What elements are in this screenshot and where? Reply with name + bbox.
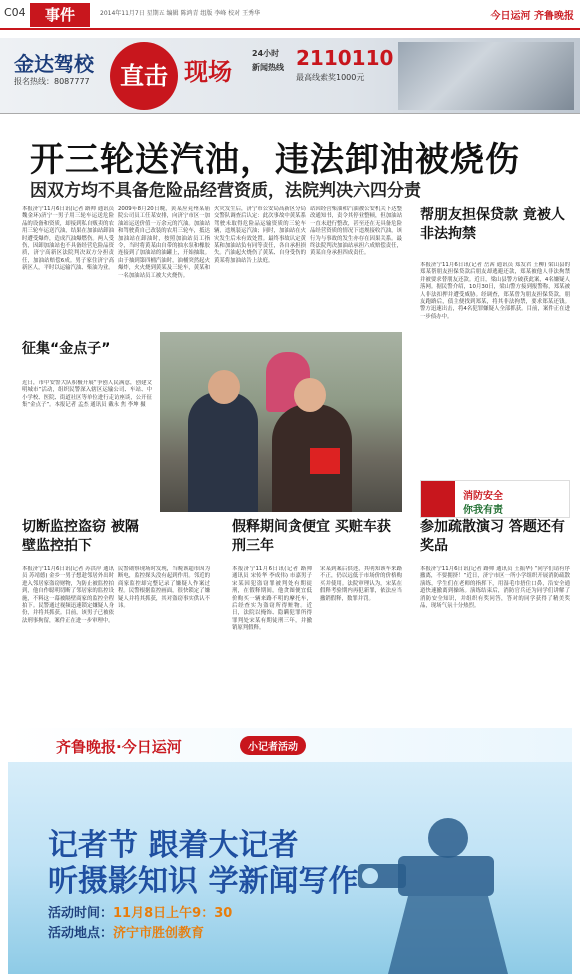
photographer-silhouette-icon — [338, 798, 538, 974]
story-monitor-title: 切断监控盗窃 被隔壁监控拍下 — [22, 519, 139, 554]
hotline-number: 2110110 — [296, 46, 394, 70]
ad-newspaper-logo: 齐鲁晚报·今日运河 — [56, 738, 182, 756]
xianchang-text: 现场 — [184, 58, 232, 86]
driving-school-phone: 报名热线：8087777 — [14, 77, 90, 86]
lead-column-1: 本报济宁11月6日讯(记者 路帅 通讯员 魏金环)济宁一男子用三轮车运送危险品的设备和资质，却接到私自贩卖的农用三轮车运送汽油，结果在加油站卸油时遭受爆炸，造成汽油爆燃伤。两人受伤，因卸加油站也不具备经营危险品资质，济宁高新区法院判决双方分担责任，加油站赔偿6成。男子家住济宁高新区人，平时以运输汽油、柴油为业。 — [22, 206, 114, 272]
story-monitor-body-2: 民警勘察现场时发现，当晚该超市因为断电，监控探头没有起到作用。邻近的商家监控却完整记录了嫌疑人作案过程。民警根据监控画面，很快锁定了嫌疑人并将其抓获，其对盗窃事实供认不讳。 — [118, 566, 210, 610]
fire-safety-line-1: 消防安全 — [463, 491, 503, 502]
story-monitor-body: 本报济宁11月6日讯(记者 苏洪岸 通讯员 苏靖德) 金乡一男子想趁邻居外出时进入邻居家盗窃财物，为防止被监控拍到，他自作聪明切断了邻居家的监控设施，不料这一幕被隔壁商家的监控全程拍下。民警通过视频迅速锁定嫌疑人身份，并将其抓获。目前，该男子已被依法刑事拘留，案件正在进一步审理中。 — [22, 566, 114, 624]
ad-activity-place — [48, 922, 204, 941]
ad-activity-badge: 小记者活动 — [240, 736, 306, 755]
hotline-reward: 最高线索奖1000元 — [296, 73, 365, 82]
photo-officer-head — [208, 370, 240, 404]
fire-safety-line-2: 你我有责 — [463, 505, 503, 516]
page-number: C04 — [4, 6, 26, 19]
ad-time-label: 活动时间： — [48, 906, 114, 921]
news-photo — [160, 332, 402, 512]
ad-time-value: 11月8日上午9：30 — [113, 906, 233, 921]
zhiji-badge: 直击 — [110, 42, 178, 110]
photo-officer-figure — [188, 392, 258, 512]
edition-meta: 2014年11月7日 星期五 编辑 陈鸿青 组版 李峰 校对 王秀华 — [100, 10, 261, 17]
sidebar-story-body: 近日，市中安警大队积极开展“争创人民满意，创建文明城市”活动，组织民警深入辖区运输公司、车站、中小学校、医院、街道社区等单位进行走访座谈，公开征集“金点子”。本报记者 孟杰 通讯员 戴永 焦 李坤 摄 — [22, 380, 152, 409]
hotline-label-2: 新闻热线 — [252, 63, 284, 72]
story-stolen-car-title: 假释期间贪便宜 买赃车获刑三年 — [232, 519, 391, 554]
ad-activity-time — [48, 902, 232, 921]
newspaper-brand: 今日运河 齐鲁晚报 — [490, 11, 574, 22]
story-drill-body: 本报济宁11月6日讯(记者 路帅 通讯员 王振华) “同学们请有序撤离，不要拥挤！”近日，济宁市区一所小学组织开展消防疏散演练，学生们在老师的指挥下，用湿毛巾捂住口鼻，沿安全通道快速撤离到操场。演练结束后，消防官兵还为同学们讲解了消防安全知识，并组织有奖问答，答对的同学获得了精美奖品，现场气氛十分热烈。 — [420, 566, 570, 610]
ad-place-label: 活动地点： — [48, 926, 114, 941]
photo-red-flag — [310, 448, 340, 474]
story-stolen-car-body-2: 宋某到案后供述，其明知该车来路不正，仍以远低于市场价的价格购买并使用。法院审理认为，宋某在假释考验期内再犯新罪，依法应当撤销假释，数罪并罚。 — [320, 566, 402, 602]
section-label: 事件 — [30, 3, 90, 27]
photo-elder-head — [294, 378, 326, 412]
right-story-title: 帮朋友担保贷款 竟被人非法拘禁 — [420, 207, 565, 242]
banner-scene-image — [398, 42, 574, 110]
hotline-banner — [0, 38, 580, 114]
hotline-label-1: 24小时 — [252, 49, 280, 58]
story-drill-title: 参加疏散演习 答题还有奖品 — [420, 519, 565, 554]
lead-column-4: 站因经营柴油和汽油被公安机关下达整改通知书，责令其停业整顿，但加油站一直未进行整改，甚至还在无具备危险品经营资质的情况下违规接收汽油，该行为与事故的发生亦存在因果关系。最终法院判决加油站承担六成赔偿责任，黄某自身承担四成责任。 — [310, 206, 402, 257]
lead-column-2: 2009年8月20日晚，黄某应兖州某庙院公司员工任某安排，向济宁市区一加油站运送价值一万余元的汽油。加油站和驾驶黄自己改装的农用三轮车，抵达加油站在卸油时，按照加油站员工指令，当时将黄某由自带的抽水泵和橡胶连接到了加油站的油罐上，开始抽取。由于抽到第四桶汽油时，油桶突然起火爆炸，火火烧到黄某及三轮车，黄某和一名加油站员工被大火烧伤。 — [118, 206, 210, 279]
story-stolen-car-body: 本报济宁11月6日讯(记者 路帅 通讯员 宋传华 李成伟) 市嘉男子宋某因犯盗窃罪被判处有期徒刑，在假释期间，他贪图便宜低价购买一辆来路不明的摩托车，后经查实为盗窃所得赃物。近日，法院以掩饰、隐瞒犯罪所得罪判处宋某有期徒刑三年，并撤销原判假释。 — [232, 566, 312, 632]
sidebar-story-title: 征集“金点子” — [22, 341, 111, 357]
lead-subheadline: 因双方均不具备危险品经营资质，法院判决六四分责 — [30, 181, 421, 201]
lead-headline: 开三轮送汽油，违法卸油被烧伤 — [30, 140, 520, 180]
page-header — [0, 0, 580, 30]
fire-safety-ad — [420, 480, 570, 518]
journalist-day-ad — [8, 728, 572, 974]
right-story-body: 本报济宁11月6日讯(记者 岳茜 通讯员 郑发君 王柳) 梁山县的郑某帮朋友担保贷款后朋友却逃避还款，郑某被他人非法拘禁并被要求替朋友还款。近日，梁山县警方破获此案，4名嫌疑人落网。据民警介绍，10月30日，梁山警方接到报警称，郑某被人非法扣押并遭受威胁。经调查，郑某曾为朋友担保贷款，朋友跑路后，债主便找到郑某，将其非法拘禁，要求郑某还钱。警方迅速出击，将4名犯罪嫌疑人全部抓获。目前，案件正在进一步侦办中。 — [420, 262, 570, 320]
ad-slogan-line-1: 记者节 跟着大记者 — [48, 828, 299, 863]
driving-school-name: 金达驾校 — [14, 52, 94, 76]
ad-place-value: 济宁市胜创教育 — [113, 926, 205, 941]
lead-column-3: 火灾发生后，济宁市公安局高新区分局交警队调查后认定：此次事故中黄某系驾驶未取得危险品运输资质的三轮车辆，违规装运汽油；同时，加油站在火灾发生后未有效处置。最终事故认定黄某和加油站负有同等责任，各自承担损失。汽油起火烧伤了黄某、自身受伤的黄某将加油站告上法庭。 — [214, 206, 306, 264]
ad-slogan-line-2: 听摄影知识 学新闻写作 — [48, 864, 359, 899]
